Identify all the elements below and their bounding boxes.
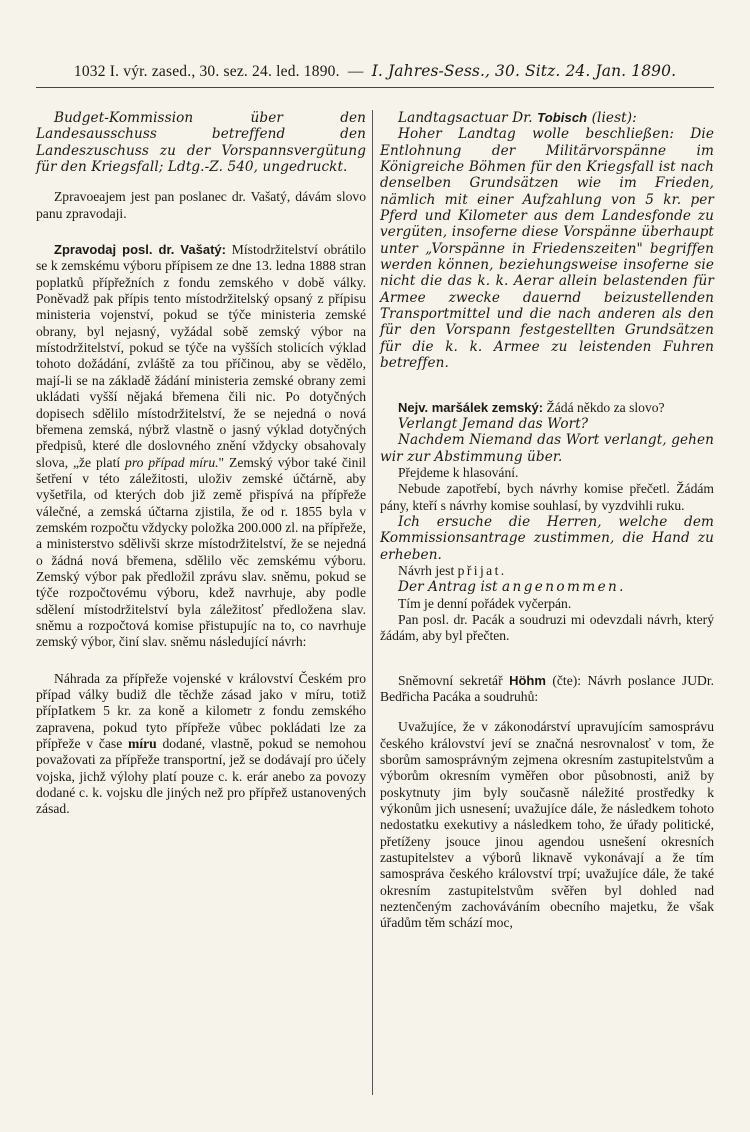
agenda-exhausted: Tím je denní pořádek vyčerpán.	[398, 595, 572, 611]
left-column	[36, 110, 366, 818]
rapporteur-speech-text-2: Zemský výbor také činil šetření v této záležitosti, uloživ zemské účtárně, aby vyšetřila, od kterých dob již země přispívá na přípřeže válečné, a zemská účtarna zjistila, že od r. 1855 byla v zemském rozpočtu vždycky položka 200.000 zl. na přípřeže, a ministerstvo sdělivši skrze místodržitelství, že se nejedná o žádná nová břemena, sdělilo věc zemskému výboru. Zemský výbor pak předložil zprávu slav. sněmu, pokud se týče rozpočtovému výboru, kdež navrhuje, aby podle sdělení místodržitelství byla záležitosť předložena slav. sněmu a rozpočtová komise přistupujíc na to, co navrhuje zemský výbor, činí slav. sněmu následující návrh:	[36, 454, 367, 650]
header-dash: —	[347, 63, 364, 80]
czech-accepted-word: přijat.	[457, 562, 507, 578]
czech-accepted-label: Návrh jest	[398, 562, 455, 578]
rapporteur-speech-quote: "	[218, 454, 225, 470]
german-report-title: Budget-Kommission über den Landesausschuss betreffend den Landeszuschuss zu der Vorspannsvergütung für den Kriegsfall; Ldtg.-Z. 540, ungedruckt.	[36, 110, 366, 176]
german-accepted-word: angenommen.	[502, 579, 626, 596]
committee-resolution	[36, 671, 366, 818]
czech-vote: Přejdeme k hlasování.	[398, 464, 519, 480]
marshal-question	[380, 400, 714, 416]
actuary-reads: (liest):	[591, 110, 637, 126]
rapporteur-speech	[36, 242, 366, 651]
right-column	[380, 110, 714, 932]
page-header	[36, 62, 714, 88]
czech-accepted	[380, 563, 714, 579]
german-resolution: Hoher Landtag wolle beschließen: Die Entlohnung der Militärvorspänne im Königreiche Böhmen für den Kriegsfall ist nach denselben Grundsätzen wie im Frieden, nämlich mit einer Aufzahlung von 5 kr. per Pferd und Kilometer aus dem Landesfonde zu vergüten, insoferne diese Vorspänne überhaupt unter „Vorspänne in Friedenszeiten" begriffen werden können, beziehungsweise insoferne sie nicht die das k. k. Aerar allein belastenden für Armee zwecke dauernd beizustellenden Transportmittel und die nach anderen als den für den Vorspann festgestellten Grundsätzen für die k. k. Armee zu leistenden Fuhren betreffen.	[380, 126, 714, 372]
resolution-text-b: dodané, vlastně, pokud se nemohou považovati za přípřeže transportní, jež se dodávají pro účely vojska, jichž výlohy platí pouze c. k. erár anebo za povozy dodané c. k. vojsku dle jiných než pro přípřež ustanovených zásad.	[36, 736, 366, 817]
actuary-label: Landtagsactuar Dr.	[398, 110, 533, 126]
german-vote: Nachdem Niemand das Wort verlangt, gehen wir zur Abstimmung über.	[380, 432, 714, 465]
pacak-motion-submitted: Pan posl. dr. Pacák a soudruzi mi odevzdali návrh, který žádám, aby byl přečten.	[380, 611, 714, 644]
german-ask-hands: Ich ersuche die Herren, welche dem Kommissionsantrage zustimmen, die Hand zu erheben.	[380, 513, 714, 563]
secretary-name: Höhm	[509, 672, 546, 688]
marshal-label: Nejv. maršálek zemský:	[398, 399, 544, 415]
actuary-line	[380, 110, 714, 126]
rapporteur-speech-text: Místodržitelství obrátilo se k zemskému výboru přípisem ze dne 13. ledna 1888 stran poplatků přípřežních z fondu zemského v době války. Poněvadž pak přípis tento místodržitelský opsaný z přípisu ministeria vojenství, pokud se týče ministeria zemské obrany, byl nejasný, vyžádal sobě zemský výbor na místodržitelství, pokud se týče na vyšších stolicích výklad tohoto dožádání, zvláště za tou příčinou, aby se vědělo, mají-li se na základě žádání ministeria zemské obrany zemi ukládati vyšší nějaká břemena čili nic. Po dotyčných dopisech sdělilo místodržitelství, že se nejedná o nová břemena zemská, nýbrž vlastně o jasný výklad dotyčných předpisů, které dle doslovného znění vždycky obsahovaly slova, „že platí	[36, 242, 366, 470]
resolution-text-a: Náhrada za přípřeže vojenské v království Českém pro případ války budiž dle těchže zásad jako v míru, totiž přípIatkem 5 kr. za koně a kilometr z fondu zemského zapravena, pokud tyto přípřeže vůbec pokládati lze za přípřeže v čase	[36, 670, 366, 752]
secretary-reads	[380, 673, 714, 706]
actuary-name: Tobisch	[537, 110, 588, 125]
secretary-rest: (čte): Návrh poslance JUDr. Bedřicha Pacáka a soudruhů:	[380, 672, 714, 704]
resolution-bold-word: míru	[128, 736, 157, 752]
german-accepted	[380, 579, 714, 595]
document-page	[36, 62, 714, 1110]
marshal-question-text: Žádá někdo za slovo?	[546, 399, 665, 415]
rapporteur-label: Zpravodaj posl. dr. Vašatý:	[54, 242, 226, 258]
header-german: I. Jahres-Sess., 30. Sitz. 24. Jan. 1890.	[371, 62, 677, 80]
two-column-body	[36, 110, 714, 1110]
czech-no-reading: Nebude zapotřebí, bych návrhy komise přečetl. Žádám pány, kteří s návrhy komise souhlasí, by vyzdvihli ruku.	[380, 481, 714, 513]
german-accepted-label: Der Antrag ist	[398, 579, 498, 596]
german-question: Verlangt Jemand das Wort?	[398, 415, 589, 432]
rapporteur-speech-italic: pro případ míru.	[125, 454, 219, 470]
secretary-label: Sněmovní sekretář	[398, 672, 503, 688]
column-divider	[372, 110, 373, 1095]
chair-gives-floor: Zpravoeajem jest pan poslanec dr. Vašatý, dávám slovo panu zpravodaji.	[36, 189, 366, 221]
pacak-motion-text: Uvažujíce, že v zákonodárství upravujícím samosprávu českého království jeví se značná nesrovnalosť v tom, že sborům samosprávným zejmena okresním zastupitelstvům a výborům okresním vyměřen obor působnosti, aniž by poskytnuty jim byly současně náležité prostředky k výkonům jich usnesení; uvažujíce dále, že následkem tohoto nedostatku exekutivy a následkem toho, že úřady politické, přetíženy jsouce jinou agendou usnešení okresních zastupitelstev a výborů liknavě vykonávají a že tím samospráva českého království trpí; uvažujíce dále, že také okresním zastupitelstvům svěřen byl dohled nad neztenčeným zachováváním obecního majetku, že však úřadům těm schází moc,	[380, 719, 714, 931]
header-czech: 1032 I. výr. zased., 30. sez. 24. led. 1890.	[73, 63, 340, 80]
